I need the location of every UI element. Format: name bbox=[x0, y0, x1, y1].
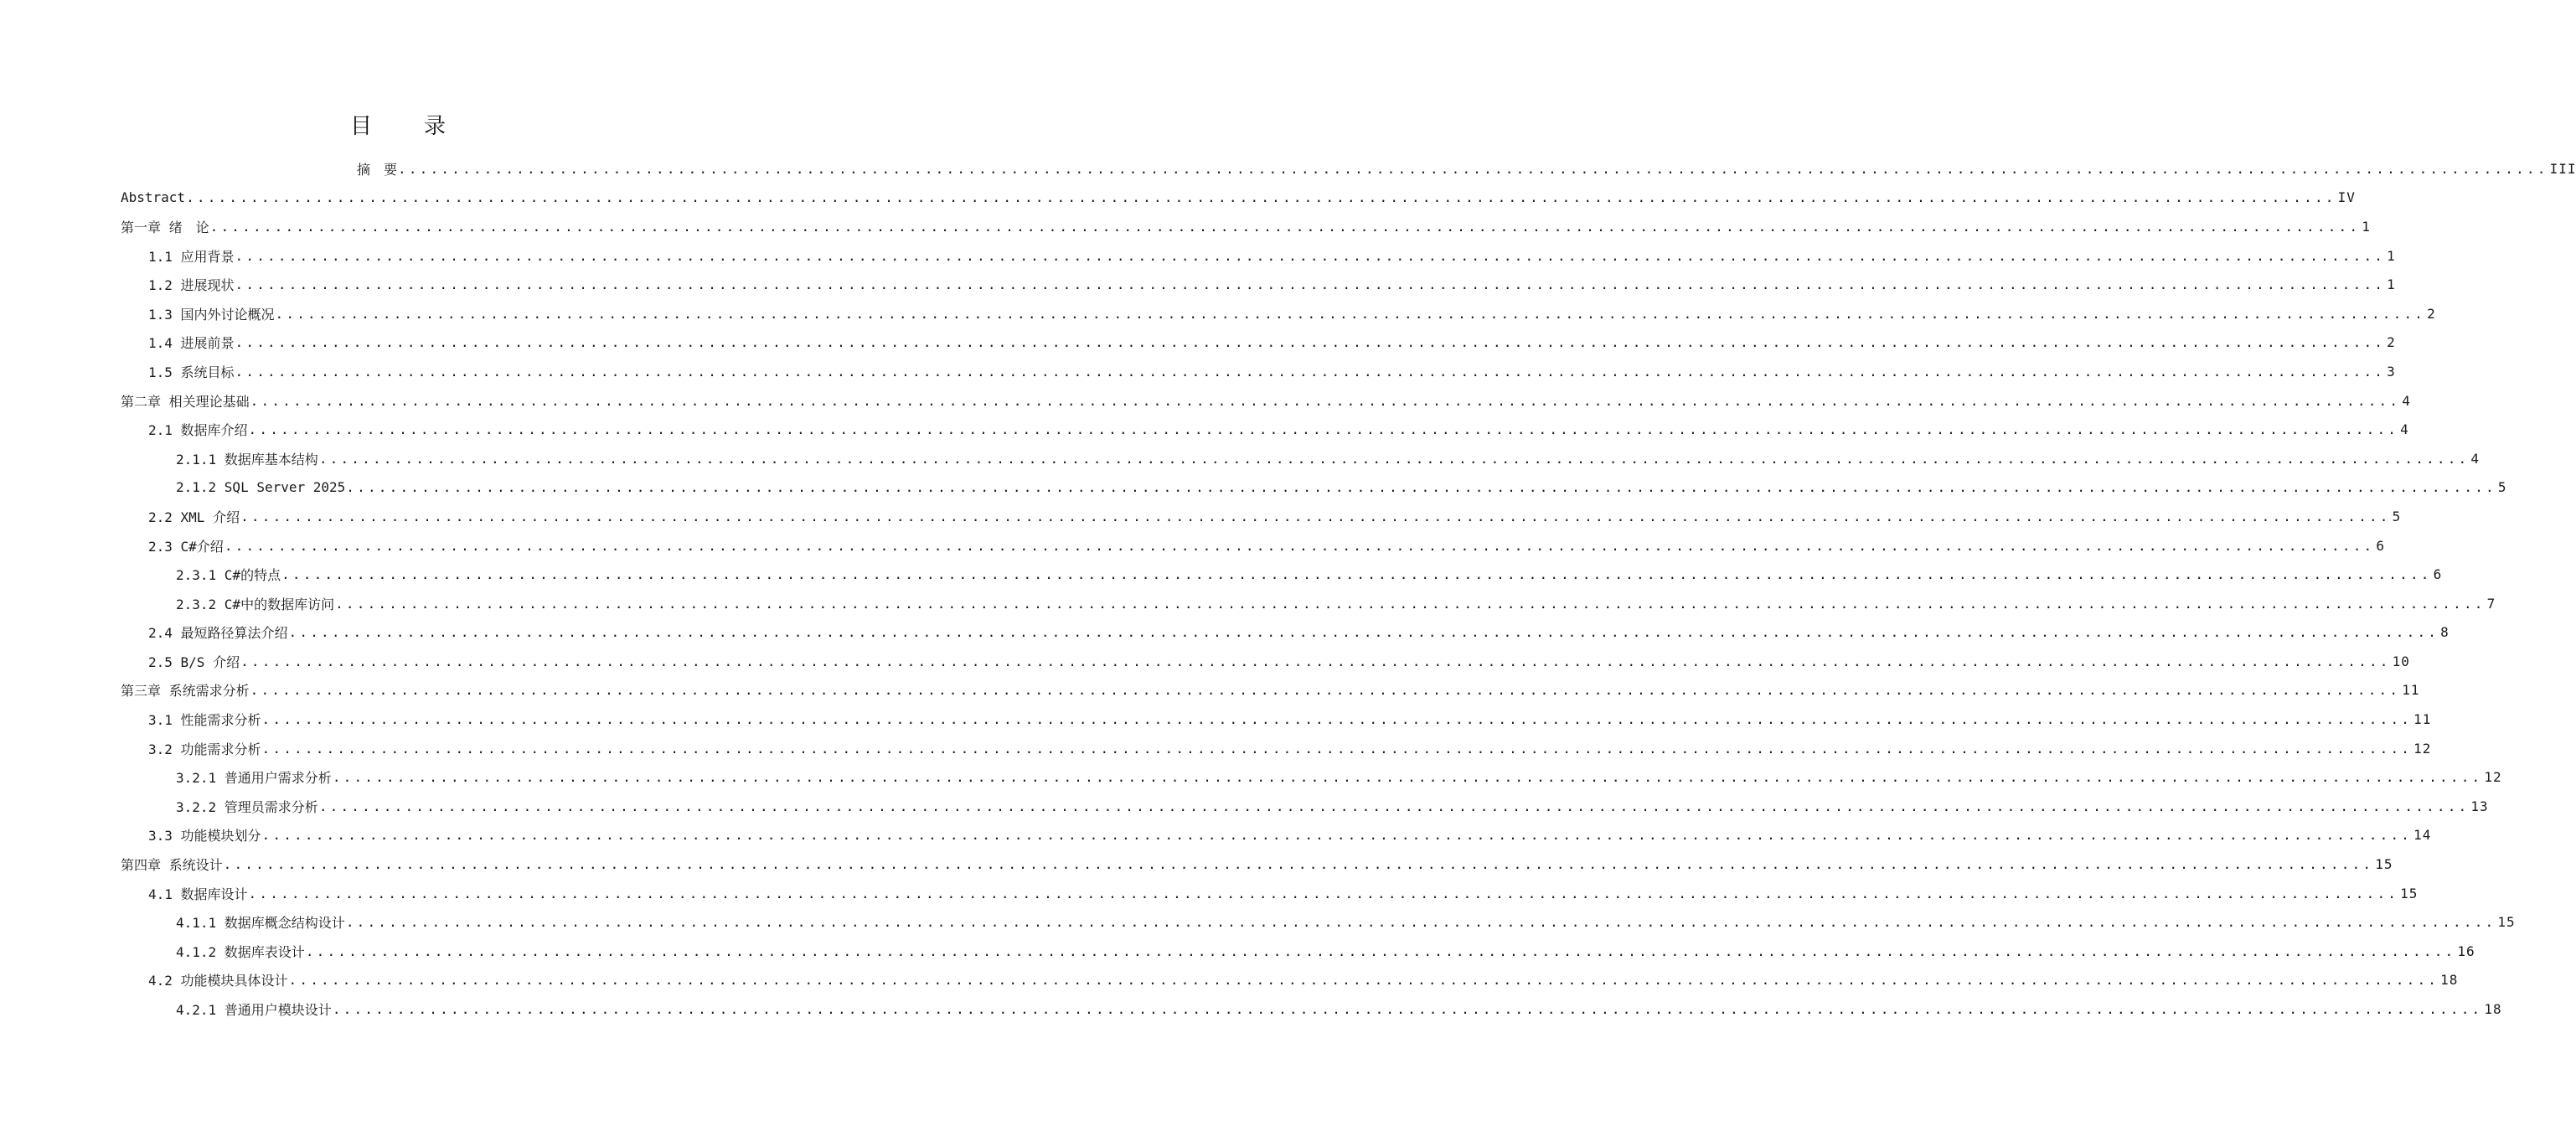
toc-entry-label: 摘 要 bbox=[357, 161, 398, 178]
toc-entry-label: 1.5 系统目标 bbox=[148, 364, 235, 380]
toc-entry-page: 11 bbox=[2413, 711, 2432, 728]
toc-leader-dots: ........................................................................................................................................................................................................ bbox=[223, 856, 2374, 873]
toc-leader-dots: ........................................................................................................................................................................................................ bbox=[398, 160, 2548, 177]
toc-entry-page: 15 bbox=[2400, 885, 2419, 901]
toc-entry-page: 7 bbox=[2486, 595, 2496, 612]
toc-entry-page: 5 bbox=[2497, 479, 2507, 496]
toc-entry-label: 2.4 最短路径算法介绍 bbox=[148, 625, 288, 642]
toc-entry[interactable] bbox=[121, 502, 2402, 531]
toc-entry[interactable] bbox=[121, 589, 2496, 618]
toc-entry-label: 1.4 进展前景 bbox=[148, 335, 235, 352]
toc-leader-dots: ........................................................................................................................................................................................................ bbox=[235, 276, 2386, 293]
toc-entry-page: 4 bbox=[2400, 421, 2409, 438]
toc-entry[interactable] bbox=[121, 734, 2432, 763]
toc-entry-label: 3.2.1 普通用户需求分析 bbox=[176, 770, 332, 787]
toc-entry-page: 1 bbox=[2362, 218, 2371, 235]
toc-entry-label: 第一章 绪 论 bbox=[121, 219, 209, 235]
toc-entry[interactable] bbox=[121, 705, 2432, 734]
toc-leader-dots: ........................................................................................................................................................................................................ bbox=[186, 189, 2336, 206]
toc-entry[interactable] bbox=[121, 792, 2489, 821]
toc-entry-label: 第四章 系统设计 bbox=[121, 857, 223, 874]
toc-entry[interactable] bbox=[121, 270, 2396, 299]
toc-leader-dots: ........................................................................................................................................................................................................ bbox=[281, 566, 2432, 583]
toc-entry-page: 1 bbox=[2387, 276, 2396, 293]
toc-entry[interactable] bbox=[121, 212, 2371, 241]
toc-leader-dots: ........................................................................................................................................................................................................ bbox=[288, 624, 2439, 641]
toc-leader-dots: ........................................................................................................................................................................................................ bbox=[288, 972, 2439, 989]
toc-entry[interactable] bbox=[121, 444, 2480, 473]
toc-entry-page: 13 bbox=[2470, 798, 2489, 814]
toc-entry-label: 2.3 C#介绍 bbox=[148, 538, 224, 555]
toc-entry[interactable] bbox=[121, 560, 2443, 589]
toc-entry[interactable] bbox=[121, 966, 2459, 995]
toc-entry[interactable] bbox=[121, 154, 2576, 183]
toc-entry-page: 16 bbox=[2457, 943, 2475, 959]
toc-entry-page: 4 bbox=[2402, 392, 2411, 409]
toc-entry-page: 2 bbox=[2387, 334, 2396, 351]
toc-entry[interactable] bbox=[121, 879, 2419, 908]
toc-entry-label: 3.3 功能模块划分 bbox=[148, 828, 261, 844]
toc-entry[interactable] bbox=[121, 357, 2396, 386]
toc-leader-dots: ........................................................................................................................................................................................................ bbox=[209, 218, 2361, 235]
toc-leader-dots: ........................................................................................................................................................................................................ bbox=[224, 537, 2375, 554]
toc-leader-dots: ........................................................................................................................................................................................................ bbox=[332, 769, 2483, 786]
toc-leader-dots: ........................................................................................................................................................................................................ bbox=[235, 334, 2386, 351]
toc-leader-dots: ........................................................................................................................................................................................................ bbox=[235, 247, 2386, 264]
toc-leader-dots: ........................................................................................................................................................................................................ bbox=[261, 711, 2413, 728]
toc-entry-label: 4.2 功能模块具体设计 bbox=[148, 973, 288, 989]
toc-leader-dots: ........................................................................................................................................................................................................ bbox=[275, 305, 2426, 322]
toc-entry[interactable] bbox=[121, 676, 2420, 705]
toc-entry-label: 3.2.2 管理员需求分析 bbox=[176, 798, 318, 815]
toc-leader-dots: ........................................................................................................................................................................................................ bbox=[240, 508, 2391, 524]
toc-entry-label: 1.1 应用背景 bbox=[148, 248, 235, 265]
toc-entry-page: 18 bbox=[2484, 1001, 2502, 1018]
toc-leader-dots: ........................................................................................................................................................................................................ bbox=[248, 885, 2399, 901]
toc-entry-page: 3 bbox=[2387, 363, 2396, 380]
toc-entry-page: 11 bbox=[2402, 682, 2420, 699]
toc-leader-dots: ........................................................................................................................................................................................................ bbox=[248, 421, 2399, 438]
toc-entry-label: 2.1.1 数据库基本结构 bbox=[176, 451, 318, 467]
toc-entry[interactable] bbox=[121, 183, 2356, 213]
toc-entry-label: 第三章 系统需求分析 bbox=[121, 683, 250, 700]
toc-leader-dots: ........................................................................................................................................................................................................ bbox=[318, 450, 2470, 467]
toc-entry-label: 2.3.2 C#中的数据库访问 bbox=[176, 596, 335, 612]
toc-entry-page: 14 bbox=[2413, 827, 2432, 844]
toc-entry-label: 2.1 数据库介绍 bbox=[148, 422, 248, 439]
toc-entry[interactable] bbox=[121, 328, 2396, 358]
toc-entry-label: 2.5 B/S 介绍 bbox=[148, 653, 240, 670]
toc-entry-label: 4.1 数据库设计 bbox=[148, 886, 248, 902]
toc-entry[interactable] bbox=[121, 299, 2436, 328]
toc-leader-dots: ........................................................................................................................................................................................................ bbox=[235, 363, 2386, 380]
toc-entry-page: 15 bbox=[2497, 914, 2516, 931]
toc-entry-label: 3.2 功能需求分析 bbox=[148, 741, 261, 757]
toc-entry-label: 1.3 国内外讨论概况 bbox=[148, 306, 275, 323]
toc-entry-label: 2.2 XML 介绍 bbox=[148, 509, 240, 525]
toc-entry-label: 4.2.1 普通用户模块设计 bbox=[176, 1002, 332, 1019]
toc-leader-dots: ........................................................................................................................................................................................................ bbox=[332, 1001, 2483, 1018]
toc-entry-label: 第二章 相关理论基础 bbox=[121, 393, 250, 410]
toc-entry-page: 10 bbox=[2392, 653, 2410, 669]
toc-entry[interactable] bbox=[121, 762, 2502, 792]
toc-entry-page: 1 bbox=[2387, 247, 2396, 264]
toc-entry-label: Abstract bbox=[121, 189, 186, 206]
toc-entry-page: 4 bbox=[2470, 450, 2480, 467]
toc-entry[interactable] bbox=[121, 647, 2410, 676]
toc-entry-page: 6 bbox=[2376, 537, 2386, 554]
toc-leader-dots: ........................................................................................................................................................................................................ bbox=[240, 653, 2391, 669]
toc-entry[interactable] bbox=[121, 386, 2411, 416]
toc-leader-dots: ........................................................................................................................................................................................................ bbox=[250, 682, 2401, 699]
toc-entry[interactable] bbox=[121, 907, 2516, 937]
toc-entry-page: 15 bbox=[2375, 856, 2393, 873]
toc-entry-page: 18 bbox=[2440, 972, 2459, 989]
toc-entry[interactable] bbox=[121, 821, 2432, 850]
toc-entry-label: 1.2 进展现状 bbox=[148, 277, 235, 294]
toc-entry[interactable] bbox=[121, 415, 2409, 444]
toc-entry[interactable] bbox=[121, 473, 2507, 503]
toc-leader-dots: ........................................................................................................................................................................................................ bbox=[250, 392, 2401, 409]
toc-entry-page: III bbox=[2549, 160, 2576, 177]
toc-entry-page: 8 bbox=[2440, 624, 2450, 641]
toc-entry-label: 3.1 性能需求分析 bbox=[148, 712, 261, 729]
toc-entry-label: 4.1.2 数据库表设计 bbox=[176, 943, 305, 960]
toc-entry-label: 2.1.2 SQL Server 2025 bbox=[176, 479, 346, 496]
toc-list bbox=[121, 154, 2576, 1024]
toc-entry-page: 12 bbox=[2484, 769, 2502, 786]
toc-leader-dots: ........................................................................................................................................................................................................ bbox=[261, 827, 2413, 844]
toc-entry-page: IV bbox=[2337, 189, 2356, 206]
toc-entry[interactable] bbox=[121, 241, 2396, 271]
toc-leader-dots: ........................................................................................................................................................................................................ bbox=[346, 479, 2496, 496]
toc-entry[interactable] bbox=[121, 618, 2450, 648]
toc-entry[interactable] bbox=[121, 531, 2386, 560]
toc-entry-page: 12 bbox=[2413, 740, 2432, 757]
toc-leader-dots: ........................................................................................................................................................................................................ bbox=[305, 943, 2456, 959]
toc-leader-dots: ........................................................................................................................................................................................................ bbox=[318, 798, 2470, 814]
toc-title: 目 录 bbox=[349, 114, 461, 139]
toc-entry-page: 6 bbox=[2433, 566, 2443, 583]
toc-leader-dots: ........................................................................................................................................................................................................ bbox=[345, 914, 2496, 931]
toc-entry-page: 2 bbox=[2427, 305, 2436, 322]
toc-entry[interactable] bbox=[121, 994, 2502, 1024]
toc-entry[interactable] bbox=[121, 937, 2475, 966]
toc-leader-dots: ........................................................................................................................................................................................................ bbox=[335, 595, 2486, 612]
toc-entry-label: 2.3.1 C#的特点 bbox=[176, 567, 281, 584]
toc-entry[interactable] bbox=[121, 850, 2393, 879]
toc-entry-page: 5 bbox=[2392, 508, 2402, 524]
toc-leader-dots: ........................................................................................................................................................................................................ bbox=[261, 740, 2413, 757]
toc-entry-label: 4.1.1 数据库概念结构设计 bbox=[176, 915, 345, 932]
